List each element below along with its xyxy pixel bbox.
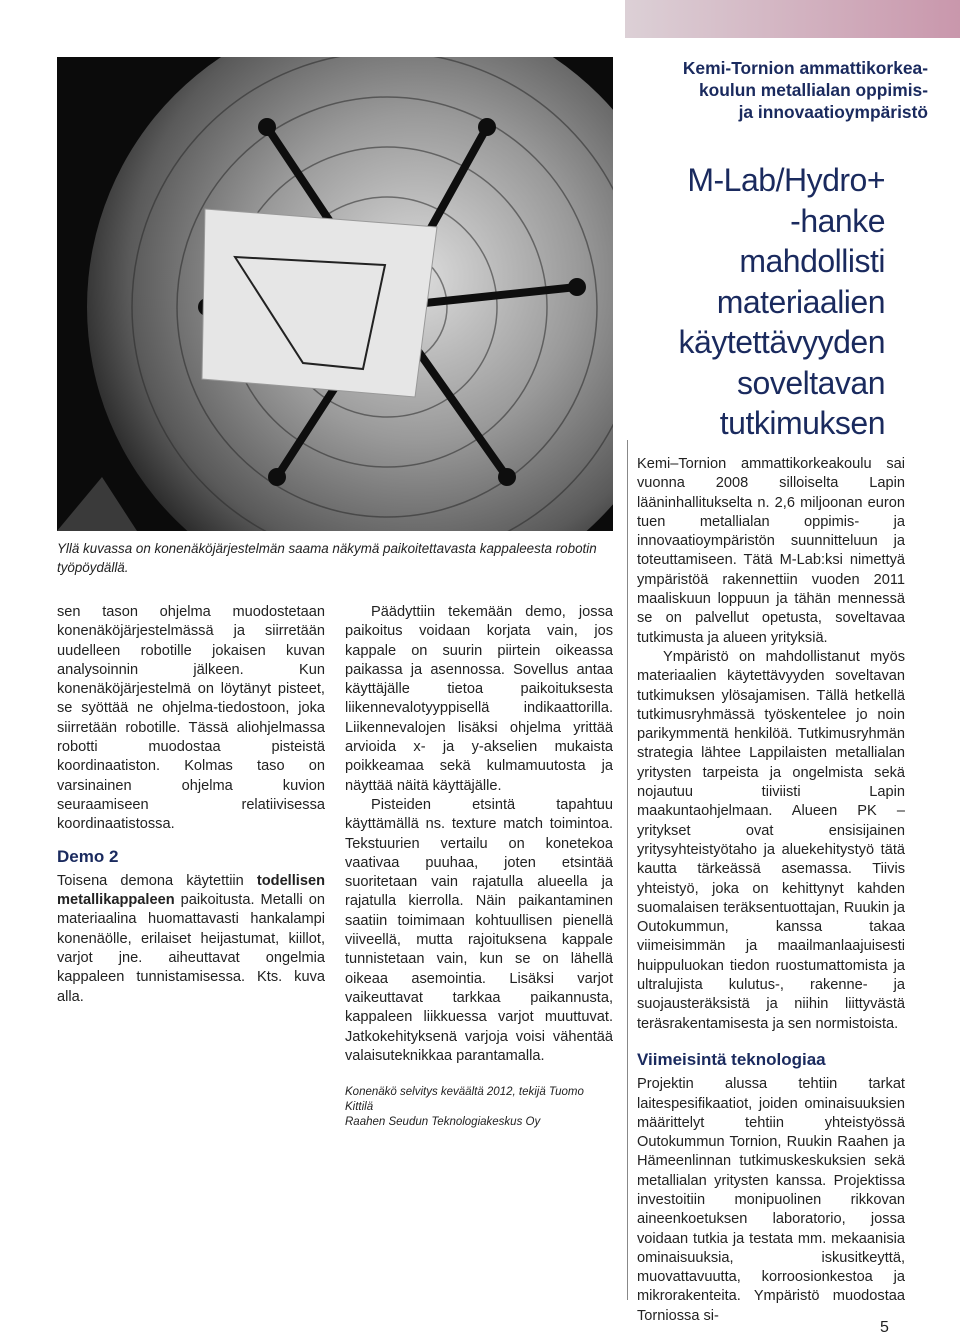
column-3 bbox=[637, 455, 905, 1326]
photo-credit bbox=[345, 1085, 615, 1130]
col1-p2-bold: todellisen metallikappaleen bbox=[57, 872, 325, 909]
title-line-2: -hanke bbox=[790, 202, 885, 239]
title-line-4: materiaalien bbox=[716, 283, 885, 320]
header-color-band bbox=[625, 0, 960, 38]
title-line-5: käytettävyyden bbox=[678, 324, 885, 360]
kicker-line-3: ja innovaatioympäristö bbox=[738, 102, 928, 122]
col2-paragraph-1: Päädyttiin tekemään demo, jossa paikoitus voidaan korjata vain, jos kappale on suurin piirtein oikeassa paikassa ja asennossa. Sovellus antaa käyttäjälle tietoa paikoituksesta liikennevalotyyppisellä indikaattorilla. Liikennevalojen lisäksi ohjelma yrittää arvioida x- ja y-akselien mukaista poikkeamaa sekä kulmamuutosta ja näyttää näitä käyttäjälle. bbox=[345, 604, 613, 794]
col1-p2-post: paikoitusta. Metalli on materiaalina huomattavasti hankalampi konenäölle, erilaiset heijastumat, kiillot, varjot jne. aiheuttavat ongelmia kappaleen tunnistamisessa. Kts. kuva alla. bbox=[57, 892, 325, 1005]
credit-line-1: Konenäkö selvitys keväältä 2012, tekijä Tuomo Kittilä bbox=[345, 1086, 584, 1113]
col1-paragraph-2 bbox=[57, 872, 325, 1007]
robot-table-photo bbox=[57, 57, 613, 531]
demo-2-heading: Demo 2 bbox=[57, 846, 119, 866]
photo-caption: Yllä kuvassa on konenäköjärjestelmän saama näkymä paikoitettavasta kappaleesta robotin työpöydällä. bbox=[57, 541, 597, 575]
kicker-line-1: Kemi-Tornion ammattikorkea- bbox=[682, 58, 928, 78]
col2-paragraph-2: Pisteiden etsintä tapahtuu käyttämällä ns. texture match toimintoa. Tekstuurien vertailu on konetekoa vaativaa puuhaa, joten etsintää suoritetaan vain rajatulla alueella ja rajatulla kierrolla. Näin paikantaminen saatiin toimimaan kohtuullisen pienellä viiveellä, mutta rajoituksena kappale tunnistetaan vain, kun se on lähellä oikeaa asemointia. Lisäksi varjot vaikeuttavat tarkkaa paikannusta, kappaleen liikkuessa varjot muuttuvat. Jatkokehityksenä varjoja voisi vähentää valaisuteknikkaa parantamalla. bbox=[345, 796, 613, 1064]
photo-illustration bbox=[57, 57, 613, 531]
col3-paragraph-1: Kemi–Tornion ammattikorkeakoulu sai vuonna 2008 silloiselta Lapin lääninhallitukselta n. 2,6 miljoonan euron tuen metallialan oppimis- ja innovaatioympäristön suunnitteluun ja toteuttamiseen. Tätä M-Lab:ksi nimettyä ympäristöä rakennettiin vuoden 2011 maaliskuun loppuun ja tähän mennessä se on palvellut opetusta, soveltavaa tutkimusta ja alueen yrityksiä. bbox=[637, 456, 905, 646]
page-number: 5 bbox=[880, 1319, 889, 1336]
kicker-line-2: koulun metallialan oppimis- bbox=[698, 80, 928, 100]
title-line-7: tutkimuksen bbox=[719, 405, 885, 441]
title-line-3: mahdollisti bbox=[739, 243, 885, 279]
column-divider bbox=[627, 440, 628, 1300]
kicker bbox=[625, 57, 928, 123]
title-line-6: soveltavan bbox=[737, 364, 885, 401]
section-heading: Viimeisintä teknologiaa bbox=[637, 1049, 826, 1069]
credit-line-2: Raahen Seudun Teknologiakeskus Oy bbox=[345, 1116, 541, 1128]
col3-paragraph-3: Projektin alussa tehtiin tarkat laitespesifikaatiot, joiden ominaisuuksien määrittelyt tehtiin yhteistyössä Outokummun Tornion, Ruukin Raahen ja Hämeenlinnan tutkimuskeskuksien sekä metallialan yritysten kanssa. Projektissa investoitiin monipuolinen rikkovan aineenkoetuksen laboratorio, jossa voidaan tutkia ja testata mm. mekaanisia ominaisuuksia, iskusitkeyttä, muovattavuutta, korroosionkestoa ja mikrorakenteita. Ympäristö muodostaa Torniossa si- bbox=[637, 1076, 905, 1324]
col1-p2-pre: Toisena demona käytettiin bbox=[57, 872, 257, 889]
page-title bbox=[625, 160, 885, 444]
column-1 bbox=[57, 603, 325, 1007]
col3-paragraph-2: Ympäristö on mahdollistanut myös materiaalien käytettävyyden soveltavan tutkimuksen ylösajamisen. Tällä hetkellä tutkimusryhmässä työskentelee jo noin parikymmentä henkilöä. Tutkimusryhmän strategia lähtee Lappilaisten metallialan yritysten tarpeista ja ongelmista sekä nojautuu tiiviisti Lapin maakuntaohjelmaan. Alueen PK –yritykset ovat ensisijainen yritysyhteistyötaho ja aluekehitystyö tätä kautta tärkeässä asemassa. Tiivis yhteistyö, joka on kehittynyt kahden suomalaisen teräksentuottajan, Ruukin ja Outokummun, kanssa takaa viimeisimmän ja maailmanlaajuisesti huippuluokan tiedon ruostumattomista ja ultralujista kulutus-, rakenne- ja suojausteräksistä ja niihin liittyvästä teräsrakentamisesta ja sen normistoista. bbox=[637, 648, 905, 1032]
title-line-1: M-Lab/Hydro+ bbox=[687, 162, 885, 198]
col1-paragraph-1: sen tason ohjelma muodostetaan konenäköjärjestelmässä ja siirretään uudelleen robotille jokaisen kuvan analysoinnin jälkeen. Kun konenäköjärjestelmä on löytänyt pisteet, se syöttää ne ohjelma-tiedostoon, joka siirretään robotille. Tässä aliohjelmassa robotti muodostaa pisteistä koordinaatiston. Kolmas taso on varsinainen ohjelma kuvion seuraamiseen relatiivisessa koordinaatistossa. bbox=[57, 604, 325, 833]
column-2 bbox=[345, 603, 613, 1066]
